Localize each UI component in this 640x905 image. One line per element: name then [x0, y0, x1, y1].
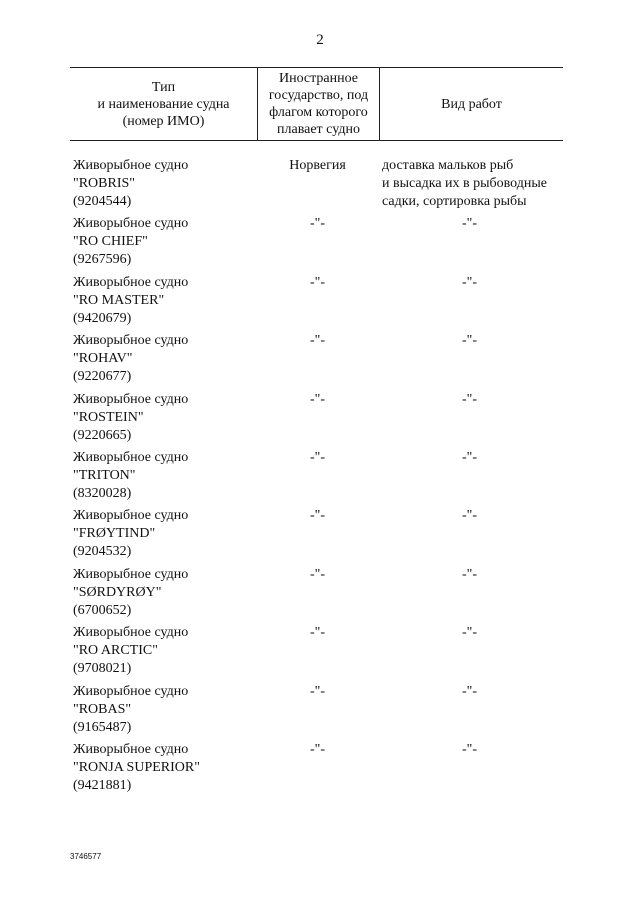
table-row	[70, 274, 563, 332]
vessel-cell: Живорыбное судно "ROSTEIN" (9220665)	[73, 391, 189, 443]
work-type-cell: -"-	[461, 508, 478, 524]
work-type-cell: доставка мальков рыб и высадка их в рыбоводные садки, сортировка рыбы	[382, 158, 548, 209]
document-code: 3746577	[70, 852, 102, 861]
table-row	[70, 741, 563, 799]
table-body	[70, 157, 563, 799]
flag-state-cell: -"-	[309, 449, 326, 465]
table-header-row	[70, 67, 563, 141]
table-row	[70, 157, 563, 215]
flag-state-cell: -"-	[309, 216, 326, 232]
vessel-cell: Живорыбное судно "ROBRIS" (9204544)	[73, 158, 189, 209]
flag-state-cell: -"-	[309, 741, 326, 757]
flag-state-cell: -"-	[309, 508, 326, 524]
flag-state-cell: -"-	[309, 391, 326, 407]
vessel-cell: Живорыбное судно "RO ARCTIC" (9708021)	[73, 625, 189, 677]
vessel-cell: Живорыбное судно "TRITON" (8320028)	[73, 449, 189, 501]
vessels-table	[70, 67, 563, 799]
page-number: 2	[316, 32, 324, 48]
work-type-cell: -"-	[461, 333, 478, 349]
vessel-cell: Живорыбное судно "RO CHIEF" (9267596)	[73, 216, 189, 268]
vessel-cell: Живорыбное судно "FRØYTIND" (9204532)	[73, 508, 189, 560]
vessel-cell: Живорыбное судно "RONJA SUPERIOR" (9421881)	[73, 741, 200, 793]
flag-state-cell: -"-	[309, 333, 326, 349]
table-row	[70, 683, 563, 741]
work-type-cell: -"-	[461, 741, 478, 757]
work-type-cell: -"-	[461, 216, 478, 232]
table-row	[70, 507, 563, 565]
header-flag-state: Иностранное государство, под флагом которого плавает судно	[258, 68, 380, 140]
table-row	[70, 332, 563, 390]
flag-state-cell: -"-	[309, 683, 326, 699]
table-row	[70, 566, 563, 624]
flag-state-cell: -"-	[309, 274, 326, 290]
flag-state-cell: -"-	[309, 625, 326, 641]
vessel-cell: Живорыбное судно "ROBAS" (9165487)	[73, 683, 189, 735]
work-type-cell: -"-	[461, 683, 478, 699]
flag-state-cell: -"-	[309, 566, 326, 582]
work-type-cell: -"-	[461, 566, 478, 582]
table-row	[70, 391, 563, 449]
work-type-cell: -"-	[461, 391, 478, 407]
flag-state-cell: Норвегия	[289, 158, 346, 173]
table-row	[70, 624, 563, 682]
work-type-cell: -"-	[461, 625, 478, 641]
work-type-cell: -"-	[461, 274, 478, 290]
table-row	[70, 215, 563, 273]
vessel-cell: Живорыбное судно "SØRDYRØY" (6700652)	[73, 566, 189, 618]
header-vessel-type-name: Тип и наименование судна (номер ИМО)	[70, 68, 258, 140]
vessel-cell: Живорыбное судно "ROHAV" (9220677)	[73, 333, 189, 385]
header-work-type: Вид работ	[441, 96, 502, 112]
table-row	[70, 449, 563, 507]
work-type-cell: -"-	[461, 449, 478, 465]
vessel-cell: Живорыбное судно "RO MASTER" (9420679)	[73, 274, 189, 326]
